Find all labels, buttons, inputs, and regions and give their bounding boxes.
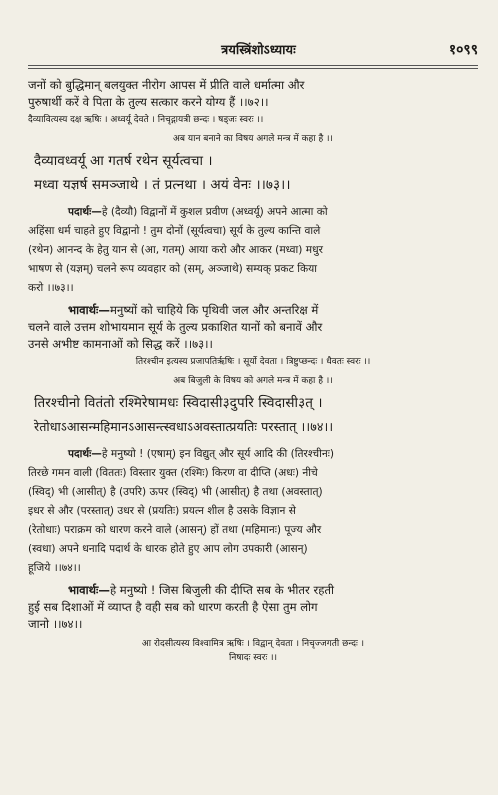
text-line: पुरुषार्थी करें वे पिता के तुल्य सत्कार करने योग्य हैं ।।७२।।: [28, 95, 269, 109]
text-line: भावार्थः—हे मनुष्यो ! जिस बिजुली की दीप्ति सब के भीतर रहती: [68, 583, 334, 597]
mantra-line: रेतोधाऽआसन्महिमानऽआसन्त्स्वधाऽअवस्तात्प्रयतिः परस्तात् ।।७४।।: [34, 419, 334, 434]
mantra-intro: अब बिजुली के विषय को अगले मन्त्र में कहा है ।।: [173, 376, 333, 386]
text-line: जानो ।।७४।।: [28, 617, 83, 631]
mantra-meta: दैव्यावित्यस्य दक्ष ऋषिः । अध्वर्यू देवते । निचृद्गायत्री छन्दः । षड्जः स्वरः ।।: [28, 115, 264, 125]
text-line: (स्वधा) अपने धनादि पदार्थ के धारक होते हुए आप लोग उपकारी (आसन्): [28, 543, 308, 555]
padartha-label: पदार्थः—: [68, 206, 102, 218]
page-header: [28, 0, 478, 66]
text-line: तिरछे गमन वाली (विततः) विस्तार युक्त (रश्मिः) किरण वा दीप्ति (अधः) नीचे: [28, 467, 318, 479]
text-line: भाषण से (यज्ञम्) चलने रूप व्यवहार को (सम्, अञ्जाथे) सम्यक् प्रकट किया: [28, 263, 318, 275]
running-title: त्रयस्त्रिंशोऽध्यायः: [221, 43, 296, 58]
mantra-meta-75: [28, 637, 478, 665]
mantra-line: दैव्यावध्वर्यू आ गतर्ष रथेन सूर्यत्वचा ।: [34, 153, 213, 169]
text-line: पदार्थः—हे मनुष्यो ! (एषाम्) इन विद्युत् और सूर्य आदि की (तिरश्चीनः): [68, 448, 334, 460]
padartha-label: पदार्थः—: [68, 448, 102, 460]
text-line: चलने वाले उत्तम शोभायमान सूर्य के तुल्य प्रकाशित यानों को बनावें और: [28, 320, 323, 334]
text-line: हुई सब दिशाओं में व्याप्त है वही सब को धारण करती है ऐसा तुम लोग: [28, 600, 318, 614]
text-line: उनसे अभीष्ट कामनाओं को सिद्ध करें ।।७३।।: [28, 337, 213, 351]
mantra-line: तिरश्चीनो वितंतो रश्मिरेषामधः स्विदासी३दुपरि स्विदासी३त् ।: [34, 395, 323, 411]
text-line: अहिंसा धर्म चाहते हुए विद्वानो ! तुम दोनों (सूर्यत्वचा) सूर्य के तुल्य कान्ति वाले: [28, 225, 321, 237]
text-line: जनों को बुद्धिमान् बलयुक्त नीरोग आपस में प्रीति वाले धर्मात्मा और: [28, 78, 305, 92]
mantra-73: [28, 149, 478, 197]
padartha-73: [28, 203, 478, 298]
mantra-74: [28, 391, 478, 439]
text-line: हूजिये ।।७४।।: [28, 562, 81, 574]
text-line: (रेतोधाः) पराक्रम को धारण करने वाले (आसन्) हों तथा (महिमानः) पूज्य और: [28, 524, 322, 536]
text-line: (स्विद्) भी (आसीत्) है (उपरि) ऊपर (स्विद्) भी (आसीत्) है तथा (अवस्तात्): [28, 486, 323, 498]
text-line: पदार्थः—हे (दैव्यौ) विद्वानों में कुशल प्रवीण (अध्वर्यू) अपने आत्मा को: [68, 206, 328, 218]
meta-line: निषादः स्वरः ।।: [228, 653, 277, 663]
bhavartha-label: भावार्थः—: [68, 303, 110, 317]
text-line: भावार्थः—मनुष्यों को चाहिये कि पृथिवी जल और अन्तरिक्ष में: [68, 303, 319, 317]
continuation-text: [28, 77, 478, 111]
text-line: (रथेन) आनन्द के हेतु यान से (आ, गतम्) आया करो और आकर (मध्वा) मधुर: [28, 244, 323, 256]
bhavartha-label: भावार्थः—: [68, 583, 110, 597]
text-line: करो ।।७३।।: [28, 282, 74, 294]
bhavartha-73: [28, 302, 478, 353]
bhavartha-74: [28, 582, 478, 633]
meta-line: आ रोदसीत्यस्य विश्वामित्र ऋषिः । विद्वान् देवता । निचृज्जगती छन्दः ।: [141, 639, 365, 649]
padartha-74: [28, 445, 478, 578]
mantra-line: मध्वा यज्ञर्ष समञ्जाथे । तं प्रत्नथा । अयं वेनः ।।७३।।: [34, 177, 291, 193]
mantra-meta: तिरश्चीन इत्यस्य प्रजापतिर्ऋषिः । सूर्यो देवता । त्रिष्टुप्छन्दः । धैवतः स्वरः ।।: [135, 357, 371, 367]
header-rule: [28, 68, 478, 69]
text-line: इधर से और (परस्तात्) उधर से (प्रयतिः) प्रयत्न शील है उसके विज्ञान से: [28, 505, 296, 517]
mantra-intro: अब यान बनाने का विषय अगले मन्त्र में कहा है ।।: [173, 134, 333, 144]
page-number: १०९९: [448, 42, 478, 58]
